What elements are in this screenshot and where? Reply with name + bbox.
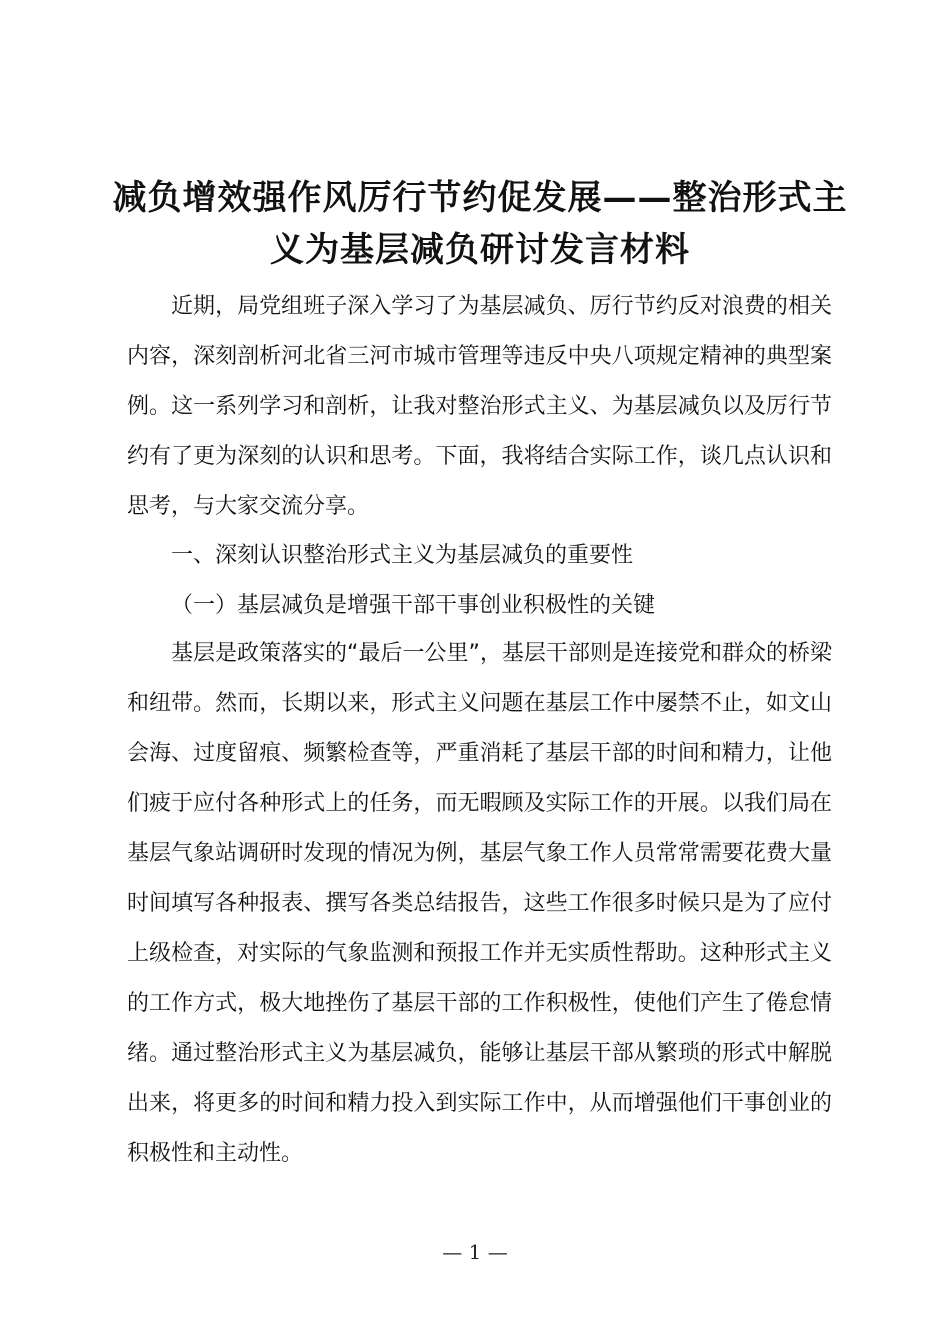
page-number: — 1 —: [442, 1240, 508, 1264]
document-title: 减负增效强作风厉行节约促发展——整治形式主义为基层减负研讨发言材料: [112, 178, 848, 270]
subsection-heading: （一）基层减负是增强干部干事创业积极性的关键: [171, 593, 656, 618]
body-paragraph: 基层是政策落实的“最后一公里”，基层干部则是连接党和群众的桥梁和纽带。然而，长期以来，形式主义问题在基层工作中屡禁不止，如文山会海、过度留痕、频繁检查等，严重消耗了基层干部的时间和精力，让他们疲于应付各种形式上的任务，而无暇顾及实际工作的开展。以我们局在基层气象站调研时发现的情况为例，基层气象工作人员常常需要花费大量时间填写各种报表、撰写各类总结报告，这些工作很多时候只是为了应付上级检查，对实际的气象监测和预报工作并无实质性帮助。这种形式主义的工作方式，极大地挫伤了基层干部的工作积极性，使他们产生了倦怠情绪。通过整治形式主义为基层减负，能够让基层干部从繁琐的形式中解脱出来，将更多的时间和精力投入到实际工作中，从而增强他们干事创业的积极性和主动性。: [127, 641, 832, 1166]
intro-paragraph: 近期，局党组班子深入学习了为基层减负、厉行节约反对浪费的相关内容，深刻剖析河北省三河市城市管理等违反中央八项规定精神的典型案例。这一系列学习和剖析，让我对整治形式主义、为基层减负以及厉行节约有了更为深刻的认识和思考。下面，我将结合实际工作，谈几点认识和思考，与大家交流分享。: [127, 294, 832, 519]
section-heading: 一、深刻认识整治形式主义为基层减负的重要性: [171, 543, 634, 568]
